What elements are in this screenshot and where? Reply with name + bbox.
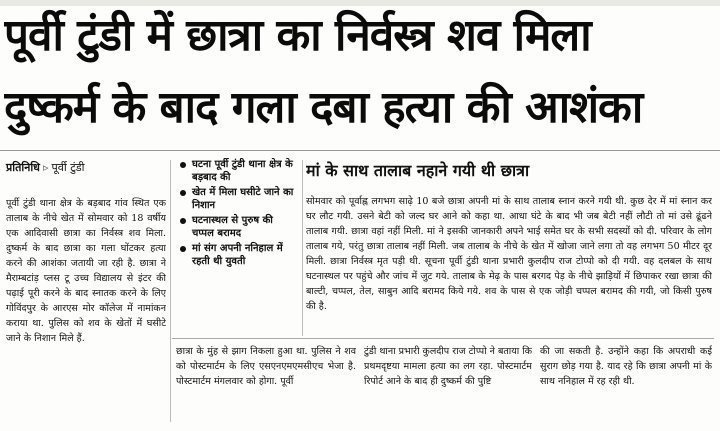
headline-line-2: दुष्कर्म के बाद गला दबा हत्या की आशंका <box>4 82 643 133</box>
column-divider <box>302 160 303 336</box>
headline-line-1: पूर्वी टुंडी में छात्रा का निर्वस्त्र शव मिला <box>4 10 591 61</box>
highlight-item: घटनास्थल से पुरुष की चप्पल बरामद <box>178 214 298 240</box>
column-divider <box>170 160 171 422</box>
subhead-body: सोमवार को पूर्वाह्न लगभग साढ़े 10 बजे छात्रा अपनी मां के साथ तालाब स्नान करने गयी थी. कुछ देर में मां स्नान कर घर लौट गयी. उसने बेटी को जल्द घर आने को कहा था. आधा घंटे के बाद भी जब बेटी नहीं लौटी तो मां उसे ढूंढने तालाब गयी. छात्रा वहां नहीं मिली. मां ने इसकी जानकारी अपने भाई समेत घर के सभी सदस्यों को दी. परिवार के लोग तालाब गये, परंतु छात्रा तालाब नहीं मिली. जब तालाब के नीचे के खेत में खोजा जाने लगा तो वह लगभग 50 मीटर दूर मिली. छात्रा निर्वस्त्र मृत पड़ी थी. सूचना पूर्वी टुंडी थाना प्रभारी कुलदीप राज टोप्पो को दी गयी. वह दलबल के साथ घटनास्थल पर पहुंचे और जांच में जुट गये. तालाब के मेढ़ के पास बरगद पेड़ के नीचे झाड़ियों में छिपाकर रखा छात्रा की बाल्टी, चप्पल, तेल, साबुन आदि बरामद किये गये. शव के पास से एक जोड़ी चप्पल बरामद की गयी, जो किसी पुरुष की है. <box>306 196 712 312</box>
byline-author: प्रतिनिधि <box>6 161 40 174</box>
byline <box>6 160 84 175</box>
highlights-box <box>178 158 298 358</box>
highlight-item: घटना पूर्वी टुंडी थाना क्षेत्र के बड़बाद की <box>178 158 298 184</box>
headline-divider <box>0 150 720 151</box>
body-column-2: छात्रा के मुंह से झाग निकला हुआ था. पुलिस ने शव को पोस्टमार्टम के लिए एसएनएमएमसीएच भेजा है. पोस्टमार्टम मंगलवार को होगा. पूर्वी <box>176 346 356 387</box>
subheadline: मां के साथ तालाब नहाने गयी थी छात्रा <box>306 161 530 180</box>
highlight-item: मां संग अपनी ननिहाल में रहती थी युवती <box>178 242 298 268</box>
highlight-item: खेत में मिला घसीटे जाने का निशान <box>178 186 298 212</box>
section-divider <box>172 338 714 339</box>
body-column-4: की जा सकती है. उन्होंने कहा कि अपराधी कई सुराग छोड़ गया है. याद रहे कि छात्रा अपनी मां के साथ ननिहाल में रह रही थी. <box>540 346 712 387</box>
body-column-1: पूर्वी टुंडी थाना क्षेत्र के बड़बाद गांव स्थित एक तालाब के नीचे खेत में सोमवार को 18 वर्षीय एक आदिवासी छात्रा का निर्वस्त्र शव मिला. दुष्कर्म के बाद छात्रा का गला घोंटकर हत्या करने की आशंका जतायी जा रही है. छात्रा ने मैराम्बटांड़ प्लस टू उच्च विद्यालय से इंटर की पढ़ाई पूरी करने के बाद स्नातक करने के लिए गोविंदपुर के आरएस मोर कॉलेज में नामांकन कराया था. पुलिस को शव के खेतों में घसीटे जाने के निशान मिले हैं. <box>6 198 166 344</box>
page-top-edge <box>0 0 720 6</box>
body-column-3: टुंडी थाना प्रभारी कुलदीप राज टोप्पो ने बताया कि प्रथमदृष्टया मामला हत्या का लग रहा. पोस्टमार्टम रिपोर्ट आने के बाद ही दुष्कर्म की पुष्टि <box>364 346 532 387</box>
byline-arrow-icon: ▹ <box>42 161 49 174</box>
byline-place: पूर्वी टुंडी <box>51 161 85 174</box>
